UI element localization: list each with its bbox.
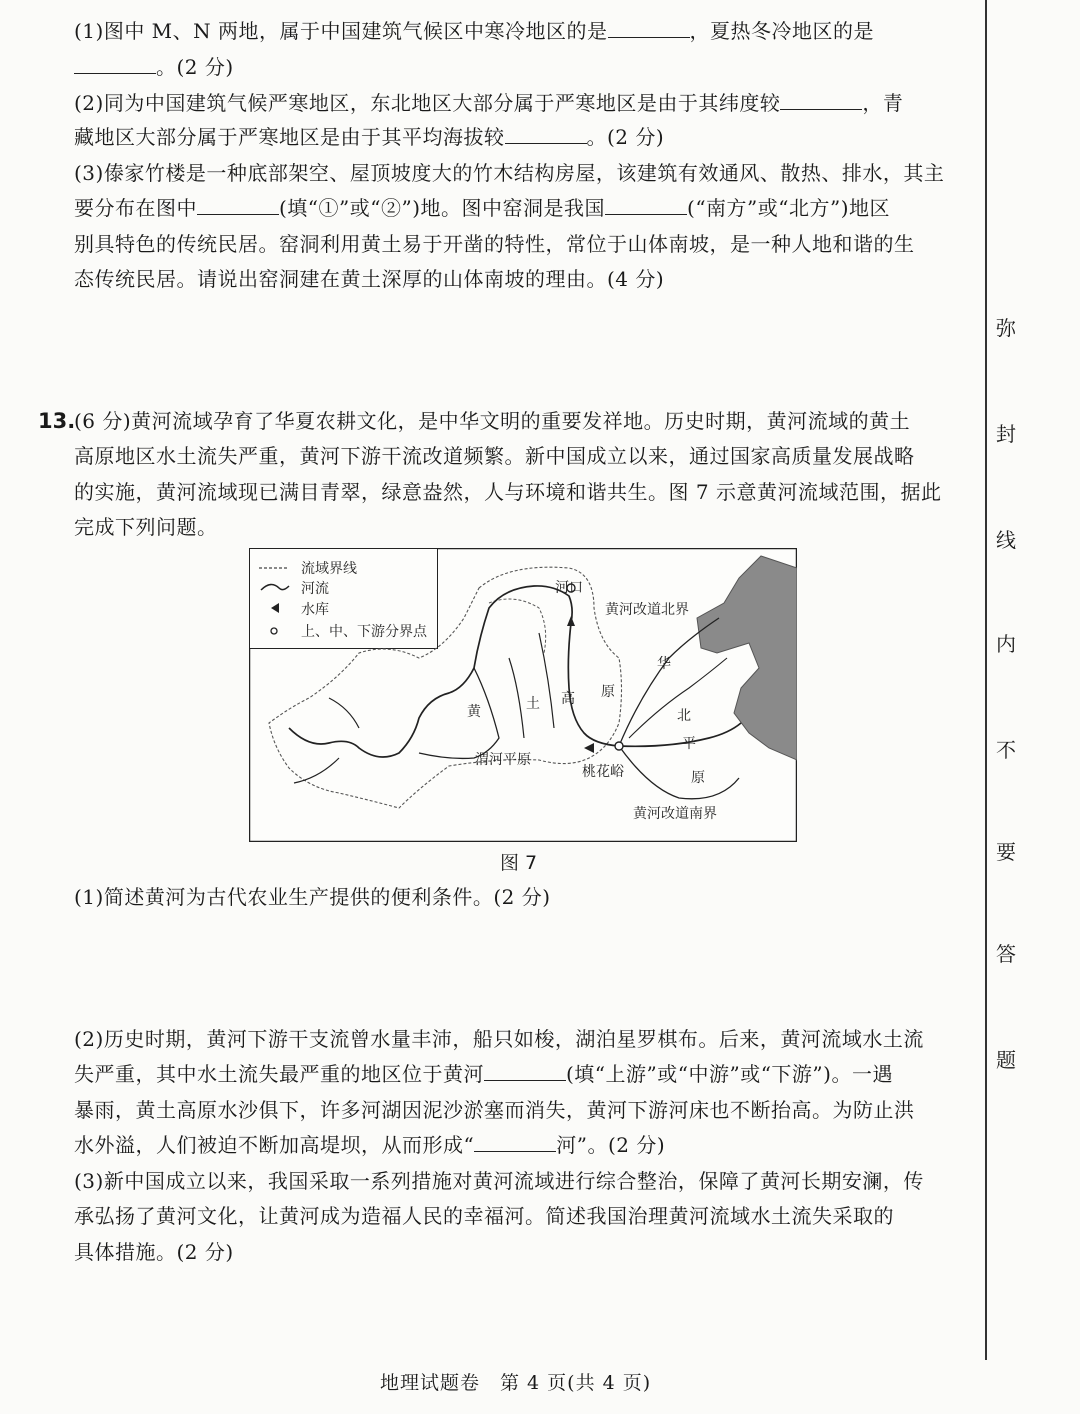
label-yuan: 原: [601, 684, 615, 700]
q12-part1-line2: [74, 50, 974, 84]
q12-part1-text-c: 。(2 分): [156, 55, 234, 79]
label-tu: 土: [526, 696, 540, 712]
q13-sub1: (1)简述黄河为古代农业生产提供的便利条件。(2 分): [74, 885, 551, 909]
q13-intro-line3: 的实施，黄河流域现已满目青翠，绿意盎然，人与环境和谐共生。图 7 示意黄河流域范围，据此: [74, 480, 942, 504]
page-footer: 地理试题卷 第 4 页(共 4 页): [380, 1372, 652, 1394]
q12-part2-text-b: ，青: [862, 91, 904, 115]
label-south-bound: 黄河改道南界: [633, 806, 717, 822]
q13-sub2-text-b: (填“上游”或“中游”或“下游”)。一遇: [566, 1062, 893, 1086]
q12-part3-line4: 态传统民居。请说出窑洞建在黄土深厚的山体南坡的理由。(4 分): [74, 267, 665, 291]
answer-blank[interactable]: [474, 1129, 556, 1152]
q13-sub2-line1: (2)历史时期，黄河下游干支流曾水量丰沛，船只如梭，湖泊星罗棋布。后来，黄河流域水土流: [74, 1027, 924, 1051]
legend-label: 河流: [301, 581, 329, 597]
q13-sub3-line1: (3)新中国成立以来，我国采取一系列措施对黄河流域进行综合整治，保障了黄河长期安澜，传: [74, 1169, 924, 1193]
answer-blank[interactable]: [74, 51, 156, 74]
q13-sub2-line4: [74, 1128, 974, 1162]
legend-label: 上、中、下游分界点: [301, 624, 427, 640]
q12-part2-line2: [74, 120, 974, 154]
seal-char: 题: [996, 1048, 1016, 1072]
seal-char: 答: [996, 942, 1016, 966]
seal-char: 要: [996, 840, 1016, 864]
q12-part3-text-b: (填“①”或“②”)地。图中窑洞是我国: [279, 196, 606, 220]
q13-sub2-text-a: 失严重，其中水土流失最严重的地区位于黄河: [74, 1062, 484, 1086]
q12-part3-line2: [74, 191, 974, 225]
q13-sub3-line3: 具体措施。(2 分): [74, 1240, 234, 1264]
seal-char: 线: [996, 528, 1016, 552]
label-taohuayu: 桃花峪: [582, 764, 624, 780]
question-number: 13.: [38, 409, 76, 433]
label-bei: 北: [677, 708, 691, 724]
taohuayu-point: [615, 742, 623, 750]
q12-part2-line1: [74, 86, 974, 120]
label-huang: 黄: [467, 704, 481, 720]
q13-sub2-text-c: 水外溢，人们被迫不断加高堤坝，从而形成“: [74, 1133, 475, 1157]
q13-intro-line2: 高原地区水土流失严重，黄河下游干流改道频繁。新中国成立以来，通过国家高质量发展战略: [74, 444, 915, 468]
q12-part1-text-b: ，夏热冬冷地区的是: [689, 19, 875, 43]
q12-part2-text-a: (2)同为中国建筑气候严寒地区，东北地区大部分属于严寒地区是由于其纬度较: [74, 91, 781, 115]
legend-label: 水库: [301, 602, 329, 618]
label-gao: 高: [561, 691, 575, 707]
label-hekou: 河口: [555, 580, 583, 596]
q13-sub2-line2: [74, 1057, 974, 1091]
answer-blank[interactable]: [197, 192, 279, 215]
seal-char: 内: [996, 632, 1016, 656]
q12-part1-text-a: (1)图中 M、N 两地，属于中国建筑气候区中寒冷地区的是: [74, 19, 608, 43]
seal-char: 不: [996, 738, 1016, 762]
q12-part2-text-d: 。(2 分): [586, 125, 665, 149]
label-ping: 平: [682, 736, 696, 752]
q12-part3-text-c: (“南方”或“北方”)地区: [687, 196, 891, 220]
q12-part3-text-a: 要分布在图中: [74, 196, 197, 220]
q12-part3-line3: 别具特色的传统民居。窑洞利用黄土易于开凿的特性，常位于山体南坡，是一种人地和谐的生: [74, 232, 915, 256]
q13-sub2-text-d: 河”。(2 分): [556, 1133, 666, 1157]
legend-divide-point-symbol: [271, 628, 277, 634]
answer-blank[interactable]: [780, 87, 862, 110]
label-yuan2: 原: [691, 770, 705, 786]
binding-line: [985, 0, 987, 1360]
seal-char: 封: [996, 422, 1016, 446]
q13-intro-line1: (6 分)黄河流域孕育了华夏农耕文化，是中华文明的重要发祥地。历史时期，黄河流域的黄土: [74, 409, 911, 433]
q13-sub2-line3: 暴雨，黄土高原水沙俱下，许多河湖因泥沙淤塞而消失，黄河下游河床也不断抬高。为防止洪: [74, 1098, 915, 1122]
yellow-river-basin-map: [249, 548, 797, 842]
label-north-bound: 黄河改道北界: [605, 602, 689, 618]
seal-char: 弥: [996, 316, 1016, 340]
answer-blank[interactable]: [484, 1058, 566, 1081]
q12-part1-line1: [74, 14, 974, 48]
q12-part2-text-c: 藏地区大部分属于严寒地区是由于其平均海拔较: [74, 125, 505, 149]
q13-sub3-line2: 承弘扬了黄河文化，让黄河成为造福人民的幸福河。简述我国治理黄河流域水土流失采取的: [74, 1204, 894, 1228]
figure-caption: 图 7: [500, 852, 538, 874]
answer-blank[interactable]: [608, 15, 690, 38]
label-hua: 华: [657, 656, 671, 672]
q13-intro-line4: 完成下列问题。: [74, 515, 218, 539]
answer-blank[interactable]: [505, 121, 587, 144]
answer-blank[interactable]: [605, 192, 687, 215]
label-weihe-plain: 渭河平原: [475, 752, 531, 768]
q12-part3-line1: (3)傣家竹楼是一种底部架空、屋顶坡度大的竹木结构房屋，该建筑有效通风、散热、排水，其主: [74, 161, 945, 185]
legend-label: 流域界线: [301, 561, 357, 577]
